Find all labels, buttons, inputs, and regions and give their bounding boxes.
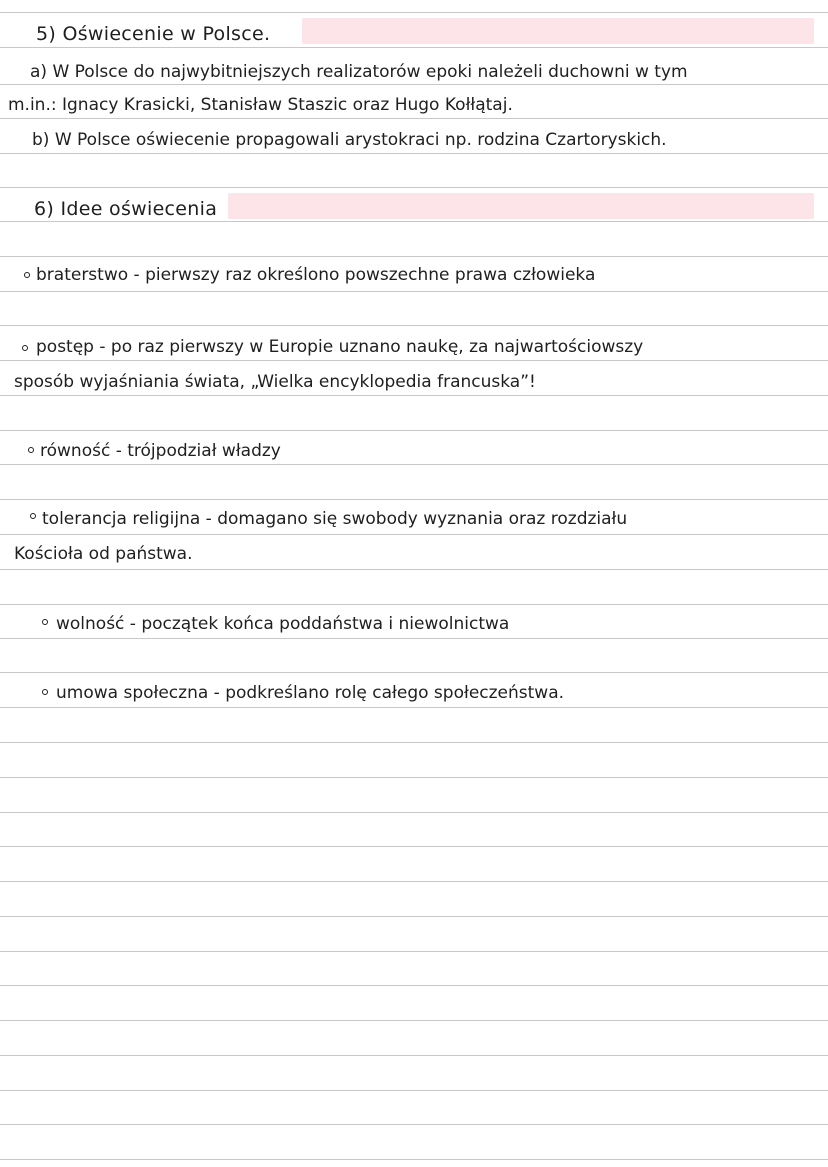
- ruled-line: [0, 430, 828, 431]
- ruled-line: [0, 187, 828, 188]
- ruled-line: [0, 742, 828, 743]
- ruled-line: [0, 1020, 828, 1021]
- section-6-heading: 6) Idee oświecenia: [34, 198, 218, 220]
- bullet-icon: [24, 272, 30, 278]
- ruled-line: [0, 916, 828, 917]
- heading-highlight: [228, 193, 814, 219]
- ruled-line: [0, 1124, 828, 1125]
- ruled-line: [0, 1159, 828, 1160]
- ruled-line: [0, 1055, 828, 1056]
- ruled-line: [0, 672, 828, 673]
- bullet-icon: [42, 619, 48, 625]
- ruled-line: [0, 12, 828, 13]
- ruled-line: [0, 325, 828, 326]
- bullet-icon: [28, 447, 34, 453]
- ruled-line: [0, 84, 828, 85]
- bullet-icon: [22, 345, 28, 351]
- bullet-icon: [30, 513, 36, 519]
- idea-tolerancja-line-1: tolerancja religijna - domagano się swobody wyznania oraz rozdziału: [42, 509, 628, 529]
- ruled-line: [0, 881, 828, 882]
- ruled-line: [0, 256, 828, 257]
- section-5-point-b: b) W Polsce oświecenie propagowali arystokraci np. rodzina Czartoryskich.: [32, 130, 667, 150]
- idea-wolnosc: wolność - początek końca poddaństwa i niewolnictwa: [56, 614, 510, 634]
- idea-rownosc: równość - trójpodział władzy: [40, 441, 281, 461]
- ruled-line: [0, 464, 828, 465]
- ruled-line: [0, 360, 828, 361]
- ruled-line: [0, 985, 828, 986]
- idea-postep-line-1: postęp - po raz pierwszy w Europie uznano naukę, za najwartościowszy: [36, 337, 644, 357]
- ruled-line: [0, 153, 828, 154]
- ruled-line: [0, 846, 828, 847]
- ruled-line: [0, 638, 828, 639]
- ruled-line: [0, 604, 828, 605]
- ruled-line: [0, 291, 828, 292]
- ruled-line: [0, 47, 828, 48]
- ruled-line: [0, 118, 828, 119]
- ruled-line: [0, 499, 828, 500]
- ruled-line: [0, 951, 828, 952]
- ruled-line: [0, 777, 828, 778]
- heading-highlight: [302, 18, 814, 44]
- ruled-line: [0, 534, 828, 535]
- idea-braterstwo: braterstwo - pierwszy raz określono powszechne prawa człowieka: [36, 265, 596, 285]
- section-5-heading: 5) Oświecenie w Polsce.: [36, 23, 271, 45]
- section-5-point-a-line-2: m.in.: Ignacy Krasicki, Stanisław Staszic oraz Hugo Kołłątaj.: [8, 95, 513, 115]
- idea-tolerancja-line-2: Kościoła od państwa.: [14, 544, 193, 564]
- bullet-icon: [42, 689, 48, 695]
- ruled-line: [0, 707, 828, 708]
- idea-postep-line-2: sposób wyjaśniania świata, „Wielka encyklopedia francuska”!: [14, 372, 536, 392]
- ruled-line: [0, 1090, 828, 1091]
- idea-umowa-spoleczna: umowa społeczna - podkreślano rolę całego społeczeństwa.: [56, 683, 565, 703]
- ruled-line: [0, 812, 828, 813]
- ruled-line: [0, 569, 828, 570]
- ruled-line: [0, 221, 828, 222]
- section-5-point-a-line-1: a) W Polsce do najwybitniejszych realizatorów epoki należeli duchowni w tym: [30, 62, 688, 82]
- ruled-line: [0, 395, 828, 396]
